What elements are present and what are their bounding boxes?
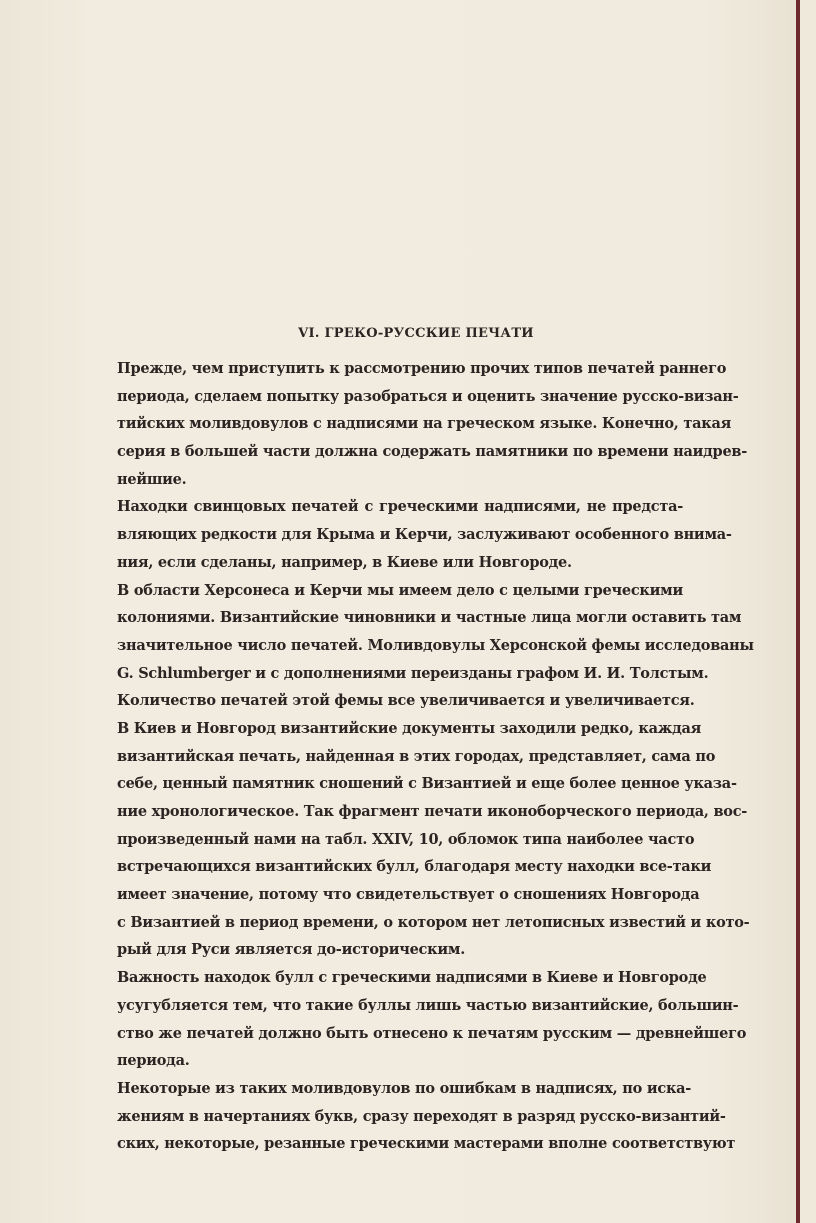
- section-title: VI. ГРЕКО-РУССКИЕ ПЕЧАТИ: [298, 326, 534, 341]
- text-line: вляющих редкости для Крыма и Керчи, заслуживают особенного внима-: [117, 526, 732, 544]
- text-line: G. Schlumberger и с дополнениями переизданы графом И. И. Толстым.: [117, 664, 709, 682]
- text-line: Количество печатей этой фемы все увеличивается и увеличивается.: [117, 692, 695, 710]
- text-line: В Киев и Новгород византийские документы заходили редко, каждая: [117, 719, 702, 737]
- text-line: ских, некоторые, резанные греческими мастерами вполне соответствуют: [117, 1135, 736, 1153]
- page-edge: [796, 0, 800, 1223]
- text-line: значительное число печатей. Моливдовулы Херсонской фемы исследованы: [117, 636, 754, 654]
- text-line: Важность находок булл с греческими надписями в Киеве и Новгороде: [117, 969, 707, 987]
- text-line: колониями. Византийские чиновники и частные лица могли оставить там: [117, 609, 742, 627]
- body-text: [117, 355, 754, 1158]
- text-line: себе, ценный памятник сношений с Византией и еще более ценное указа-: [117, 775, 737, 793]
- text-line: встречающихся византийских булл, благодаря месту находки все-таки: [117, 858, 712, 876]
- text-line: тийских моливдовулов с надписями на греческом языке. Конечно, такая: [117, 415, 732, 433]
- text-line: рый для Руси является до-историческим.: [117, 941, 465, 959]
- text-line: В области Херсонеса и Керчи мы имеем дело с целыми греческими: [117, 581, 683, 599]
- text-line: ство же печатей должно быть отнесено к печатям русским — древнейшего: [117, 1024, 747, 1042]
- text-line: Некоторые из таких моливдовулов по ошибкам в надписях, по иска-: [117, 1079, 692, 1097]
- text-line: ния, если сделаны, например, в Киеве или Новгороде.: [117, 553, 572, 571]
- text-line: ние хронологическое. Так фрагмент печати иконоборческого периода, вос-: [117, 803, 748, 820]
- text-line: периода, сделаем попытку разобраться и оценить значение русско-визан-: [117, 387, 739, 405]
- text-line: жениям в начертаниях букв, сразу переходят в разряд русско-византий-: [117, 1107, 726, 1125]
- text-line: усугубляется тем, что такие буллы лишь частью византийские, большин-: [117, 996, 739, 1014]
- text-line: периода.: [117, 1052, 190, 1070]
- text-line: византийская печать, найденная в этих городах, представляет, сама по: [117, 747, 716, 765]
- text-line: серия в большей части должна содержать памятники по времени наидрев-: [117, 443, 748, 461]
- text-line: нейшие.: [117, 470, 187, 488]
- text-line: Находки свинцовых печатей с греческими надписями, не предста-: [117, 498, 683, 516]
- text-line: с Византией в период времени, о котором нет летописных известий и кото-: [117, 913, 750, 931]
- text-line: имеет значение, потому что свидетельствует о сношениях Новгорода: [117, 886, 700, 904]
- text-line: Прежде, чем приступить к рассмотрению прочих типов печатей раннего: [117, 360, 727, 377]
- text-line: произведенный нами на табл. XXIV, 10, обломок типа наиболее часто: [117, 830, 695, 848]
